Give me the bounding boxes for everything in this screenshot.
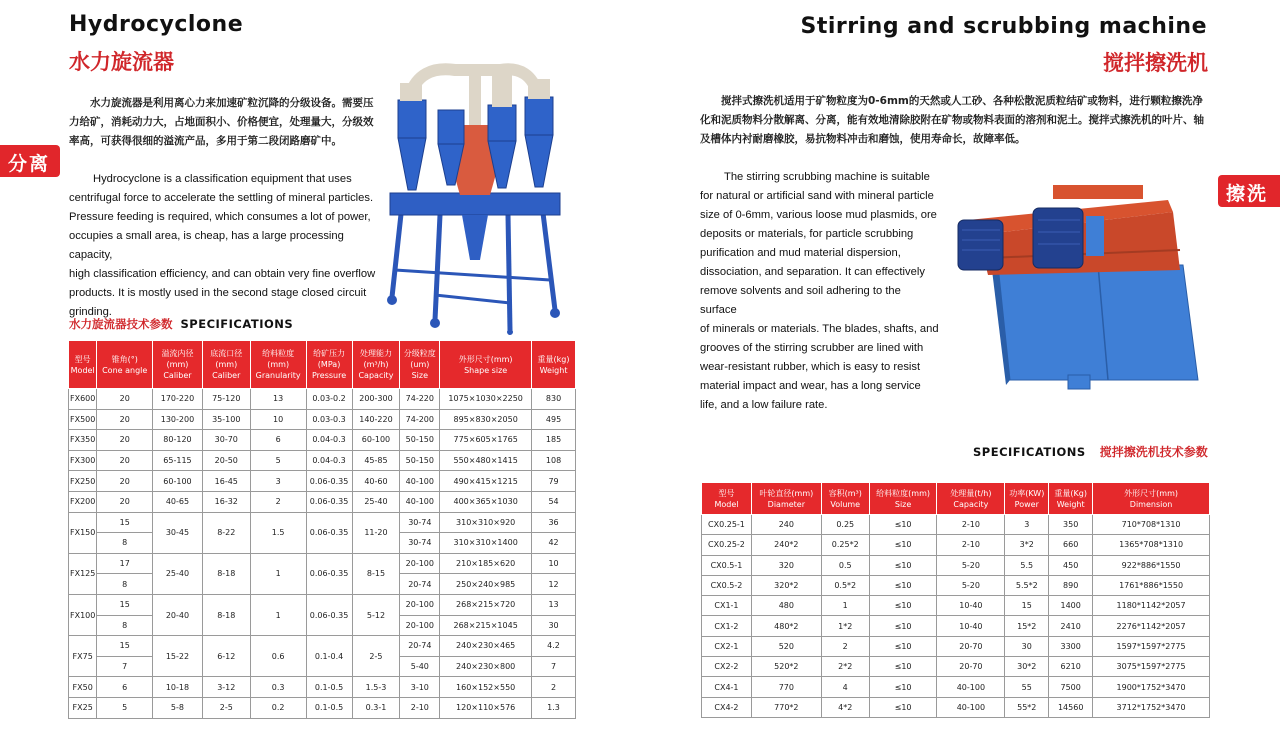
table-cell: 8-22 xyxy=(202,512,250,553)
desc-en-line: high classification efficiency, and can obtain very fine overflow xyxy=(69,268,376,280)
table-cell: 80-120 xyxy=(153,430,203,451)
table-cell: 2*2 xyxy=(821,657,869,677)
desc-en-line: of minerals or materials. The blades, shafts, and xyxy=(700,323,939,335)
table-cell: 15 xyxy=(97,636,153,657)
table-cell: CX1-2 xyxy=(702,616,752,636)
scrubber-desc-cn: 搅拌式擦洗机适用于矿物粒度为0-6mm的天然或人工砂、各种松散泥质粒结矿或物料，进行颗粒擦洗净化和泥质物料分散解离、分离，能有效地清除胶附在矿物或物料表面的溶剂和泥土。搅拌式擦洗机的叶片、轴及槽体内衬耐磨橡胶，易抗物料冲击和磨蚀，使用寿命长，故障率低。 xyxy=(700,95,1204,145)
table-cell: 55*2 xyxy=(1005,697,1049,717)
table-row xyxy=(69,553,576,574)
table-cell: 30-74 xyxy=(400,533,440,554)
column-header: 容积(m³) Volume xyxy=(821,483,869,515)
table-cell: 890 xyxy=(1049,575,1093,595)
table-cell: 2-5 xyxy=(352,636,400,677)
column-header: 外形尺寸(mm) Shape size xyxy=(440,341,532,389)
table-cell: 0.25 xyxy=(821,515,869,535)
table-cell: 20 xyxy=(97,409,153,430)
table-cell: 1400 xyxy=(1049,596,1093,616)
table-cell: 65-115 xyxy=(153,450,203,471)
table-cell: 30 xyxy=(1005,636,1049,656)
table-row xyxy=(69,430,576,451)
table-cell: 20-50 xyxy=(202,450,250,471)
table-cell: 13 xyxy=(250,389,306,410)
table-cell: 30-70 xyxy=(202,430,250,451)
table-cell: 20 xyxy=(97,450,153,471)
table-cell: 520*2 xyxy=(751,657,821,677)
table-cell: ≤10 xyxy=(869,535,937,555)
table-cell: 8-15 xyxy=(352,553,400,594)
table-cell: 5 xyxy=(250,450,306,471)
scrubber-spec-table xyxy=(701,482,1210,718)
table-cell: FX50 xyxy=(69,677,97,698)
column-header: 分级粒度 (um) Size xyxy=(400,341,440,389)
table-cell: 710*708*1310 xyxy=(1093,515,1210,535)
table-cell: 1.5-3 xyxy=(352,677,400,698)
table-cell: 2-10 xyxy=(400,697,440,718)
table-cell: 10-18 xyxy=(153,677,203,698)
table-row xyxy=(702,575,1210,595)
table-cell: 0.03-0.3 xyxy=(306,409,352,430)
scrubber-title-cn: 搅拌擦洗机 xyxy=(1103,51,1208,75)
table-cell: 20-70 xyxy=(937,636,1005,656)
table-row xyxy=(69,636,576,657)
table-cell: ≤10 xyxy=(869,677,937,697)
table-cell: 1 xyxy=(250,553,306,594)
table-cell: 170-220 xyxy=(153,389,203,410)
table-row xyxy=(69,512,576,533)
table-cell: 20-40 xyxy=(153,594,203,635)
table-cell: 11-20 xyxy=(352,512,400,553)
hydrocyclone-desc-en xyxy=(69,170,389,322)
table-cell: 7500 xyxy=(1049,677,1093,697)
table-cell: 12 xyxy=(532,574,576,595)
table-cell: 79 xyxy=(532,471,576,492)
table-row xyxy=(69,471,576,492)
table-cell: 4 xyxy=(821,677,869,697)
table-cell: 350 xyxy=(1049,515,1093,535)
table-cell: 20-100 xyxy=(400,594,440,615)
scrubber-title-en: Stirring and scrubbing machine xyxy=(800,14,1207,39)
table-cell: CX0.25-1 xyxy=(702,515,752,535)
table-cell: 8 xyxy=(97,533,153,554)
table-cell: CX4-1 xyxy=(702,677,752,697)
table-cell: 830 xyxy=(532,389,576,410)
table-cell: 50-150 xyxy=(400,430,440,451)
table-cell: 10-40 xyxy=(937,616,1005,636)
table-cell: 480 xyxy=(751,596,821,616)
table-cell: 40-100 xyxy=(400,471,440,492)
table-cell: 130-200 xyxy=(153,409,203,430)
table-cell: 240 xyxy=(751,515,821,535)
table-cell: CX2-2 xyxy=(702,657,752,677)
table-cell: CX0.5-2 xyxy=(702,575,752,595)
table-cell: 2-5 xyxy=(202,697,250,718)
table-cell: 8-18 xyxy=(202,553,250,594)
table-cell: 2 xyxy=(532,677,576,698)
table-cell: 0.03-0.2 xyxy=(306,389,352,410)
desc-en-line: products. It is mostly used in the second stage closed circuit xyxy=(69,287,367,299)
table-cell: ≤10 xyxy=(869,636,937,656)
desc-en-line: material impact and wear, has a long service xyxy=(700,380,921,392)
table-cell: 922*886*1550 xyxy=(1093,555,1210,575)
table-cell: 16-32 xyxy=(202,491,250,512)
table-cell: 20 xyxy=(97,471,153,492)
table-cell: FX250 xyxy=(69,471,97,492)
table-cell: FX125 xyxy=(69,553,97,594)
table-cell: 310×310×1400 xyxy=(440,533,532,554)
column-header: 给矿压力 (MPa) Pressure xyxy=(306,341,352,389)
separation-tag: 分离 xyxy=(0,145,60,177)
table-cell: ≤10 xyxy=(869,657,937,677)
table-cell: 36 xyxy=(532,512,576,533)
table-cell: 0.3 xyxy=(250,677,306,698)
table-cell: CX2-1 xyxy=(702,636,752,656)
spec-heading-cn: 搅拌擦洗机技术参数 xyxy=(1099,445,1208,459)
column-header: 给料粒度 (mm) Granularity xyxy=(250,341,306,389)
table-cell: 2410 xyxy=(1049,616,1093,636)
table-cell: 40-60 xyxy=(352,471,400,492)
table-row xyxy=(69,594,576,615)
table-cell: 3-10 xyxy=(400,677,440,698)
table-cell: 10 xyxy=(250,409,306,430)
column-header: 重量(kg) Weight xyxy=(532,341,576,389)
table-cell: 0.3-1 xyxy=(352,697,400,718)
table-cell: 5-8 xyxy=(153,697,203,718)
table-cell: 320*2 xyxy=(751,575,821,595)
table-cell: 4.2 xyxy=(532,636,576,657)
table-cell: FX600 xyxy=(69,389,97,410)
table-cell: 5.5*2 xyxy=(1005,575,1049,595)
table-row xyxy=(702,677,1210,697)
table-cell: 40-65 xyxy=(153,491,203,512)
table-cell: 3 xyxy=(250,471,306,492)
column-header: 型号 Model xyxy=(69,341,97,389)
column-header: 锥角(°) Cone angle xyxy=(97,341,153,389)
table-cell: 0.1-0.5 xyxy=(306,677,352,698)
table-cell: 2 xyxy=(821,636,869,656)
table-cell: 1.3 xyxy=(532,697,576,718)
table-cell: 0.04-0.3 xyxy=(306,450,352,471)
table-cell: FX200 xyxy=(69,491,97,512)
hydrocyclone-spec-table xyxy=(68,340,576,719)
table-cell: CX0.25-2 xyxy=(702,535,752,555)
column-header: 外形尺寸(mm) Dimension xyxy=(1093,483,1210,515)
table-cell: FX500 xyxy=(69,409,97,430)
table-cell: 490×415×1215 xyxy=(440,471,532,492)
table-cell: 15 xyxy=(97,512,153,533)
table-cell: 3075*1597*2775 xyxy=(1093,657,1210,677)
column-header: 型号 Model xyxy=(702,483,752,515)
table-cell: 2276*1142*2057 xyxy=(1093,616,1210,636)
table-cell: 5.5 xyxy=(1005,555,1049,575)
hydrocyclone-title-cn: 水力旋流器 xyxy=(69,50,174,74)
table-cell: 4*2 xyxy=(821,697,869,717)
table-cell: 75-120 xyxy=(202,389,250,410)
table-cell: 15*2 xyxy=(1005,616,1049,636)
table-cell: 0.1-0.5 xyxy=(306,697,352,718)
table-row xyxy=(69,697,576,718)
table-cell: 770*2 xyxy=(751,697,821,717)
table-cell: 20 xyxy=(97,491,153,512)
table-cell: 0.6 xyxy=(250,636,306,677)
table-row xyxy=(702,515,1210,535)
column-header: 处理能力 (m³/h) Capacity xyxy=(352,341,400,389)
table-cell: 1597*1597*2775 xyxy=(1093,636,1210,656)
hydrocyclone-spec-heading xyxy=(69,316,293,332)
table-row xyxy=(69,450,576,471)
table-cell: 30*2 xyxy=(1005,657,1049,677)
desc-en-line: for natural or artificial sand with mineral particle xyxy=(700,190,934,202)
table-cell: 20-74 xyxy=(400,636,440,657)
column-header: 溢流内径 (mm) Caliber xyxy=(153,341,203,389)
table-cell: 268×215×1045 xyxy=(440,615,532,636)
table-cell: 6210 xyxy=(1049,657,1093,677)
table-cell: 310×310×920 xyxy=(440,512,532,533)
table-cell: 5-40 xyxy=(400,656,440,677)
column-header: 功率(KW) Power xyxy=(1005,483,1049,515)
table-cell: 14560 xyxy=(1049,697,1093,717)
table-cell: CX4-2 xyxy=(702,697,752,717)
table-cell: 16-45 xyxy=(202,471,250,492)
table-cell: 8 xyxy=(97,574,153,595)
desc-en-line: remove solvents and soil adhering to the surface xyxy=(700,285,901,316)
table-cell: 200-300 xyxy=(352,389,400,410)
table-row xyxy=(702,555,1210,575)
table-cell: 6-12 xyxy=(202,636,250,677)
table-cell: ≤10 xyxy=(869,596,937,616)
table-cell: ≤10 xyxy=(869,697,937,717)
table-cell: 17 xyxy=(97,553,153,574)
desc-en-line: grooves of the stirring scrubber are lined with xyxy=(700,342,924,354)
column-header: 叶轮直径(mm) Diameter xyxy=(751,483,821,515)
spec-heading-en: SPECIFICATIONS xyxy=(180,317,294,331)
table-cell: 40-100 xyxy=(937,677,1005,697)
table-cell: 0.1-0.4 xyxy=(306,636,352,677)
column-header: 处理量(t/h) Capacity xyxy=(937,483,1005,515)
table-cell: 185 xyxy=(532,430,576,451)
table-cell: ≤10 xyxy=(869,515,937,535)
table-cell: 40-100 xyxy=(400,491,440,512)
table-cell: 210×185×620 xyxy=(440,553,532,574)
table-cell: 50-150 xyxy=(400,450,440,471)
table-cell: FX75 xyxy=(69,636,97,677)
table-cell: ≤10 xyxy=(869,616,937,636)
table-cell: 1900*1752*3470 xyxy=(1093,677,1210,697)
table-cell: 20-70 xyxy=(937,657,1005,677)
table-cell: 20 xyxy=(97,430,153,451)
table-cell: 0.25*2 xyxy=(821,535,869,555)
table-cell: 1 xyxy=(821,596,869,616)
table-cell: 250×240×985 xyxy=(440,574,532,595)
table-row xyxy=(702,535,1210,555)
table-row xyxy=(702,616,1210,636)
table-cell: 160×152×550 xyxy=(440,677,532,698)
table-row xyxy=(69,389,576,410)
desc-en-line: grinding. xyxy=(69,306,112,318)
table-cell: 1.5 xyxy=(250,512,306,553)
table-cell: 42 xyxy=(532,533,576,554)
scrubber-spec-heading xyxy=(973,443,1208,460)
table-cell: 2 xyxy=(250,491,306,512)
table-cell: 320 xyxy=(751,555,821,575)
table-cell: 10 xyxy=(532,553,576,574)
table-cell: 480*2 xyxy=(751,616,821,636)
table-cell: FX350 xyxy=(69,430,97,451)
table-cell: CX1-1 xyxy=(702,596,752,616)
table-cell: 240×230×800 xyxy=(440,656,532,677)
hydrocyclone-title-en: Hydrocyclone xyxy=(69,12,244,37)
table-cell: 0.5*2 xyxy=(821,575,869,595)
table-cell: ≤10 xyxy=(869,555,937,575)
table-cell: 3 xyxy=(1005,515,1049,535)
table-row xyxy=(702,596,1210,616)
table-cell: 240*2 xyxy=(751,535,821,555)
table-cell: FX100 xyxy=(69,594,97,635)
table-cell: 0.04-0.3 xyxy=(306,430,352,451)
table-row xyxy=(702,636,1210,656)
table-cell: 1*2 xyxy=(821,616,869,636)
table-cell: 5-20 xyxy=(937,555,1005,575)
desc-en-line: life, and a low failure rate. xyxy=(700,399,828,411)
table-cell: 74-200 xyxy=(400,409,440,430)
table-row xyxy=(69,409,576,430)
table-cell: 1075×1030×2250 xyxy=(440,389,532,410)
table-cell: FX25 xyxy=(69,697,97,718)
table-cell: 20-100 xyxy=(400,615,440,636)
table-cell: 30-45 xyxy=(153,512,203,553)
table-cell: 0.06-0.35 xyxy=(306,594,352,635)
table-cell: 30 xyxy=(532,615,576,636)
spec-heading-en: SPECIFICATIONS xyxy=(973,445,1086,459)
table-cell: 2-10 xyxy=(937,515,1005,535)
scrubbing-tag: 擦洗 xyxy=(1218,175,1280,207)
table-cell: 0.06-0.35 xyxy=(306,491,352,512)
table-cell: 5 xyxy=(97,697,153,718)
table-cell: 7 xyxy=(532,656,576,677)
table-cell: CX0.5-1 xyxy=(702,555,752,575)
table-cell: 140-220 xyxy=(352,409,400,430)
table-cell: 0.06-0.35 xyxy=(306,471,352,492)
table-cell: 8-18 xyxy=(202,594,250,635)
table-cell: 0.06-0.35 xyxy=(306,512,352,553)
table-cell: 40-100 xyxy=(937,697,1005,717)
table-cell: 5-20 xyxy=(937,575,1005,595)
table-cell: FX300 xyxy=(69,450,97,471)
table-cell: 13 xyxy=(532,594,576,615)
table-cell: 5-12 xyxy=(352,594,400,635)
table-row xyxy=(702,697,1210,717)
table-row xyxy=(69,677,576,698)
table-cell: 120×110×576 xyxy=(440,697,532,718)
table-cell: 54 xyxy=(532,491,576,512)
table-cell: 520 xyxy=(751,636,821,656)
desc-en-line: dissociation, and separation. It can effectively xyxy=(700,266,925,278)
table-cell: 30-74 xyxy=(400,512,440,533)
table-cell: FX150 xyxy=(69,512,97,553)
table-cell: 660 xyxy=(1049,535,1093,555)
table-cell: 3-12 xyxy=(202,677,250,698)
table-cell: 240×230×465 xyxy=(440,636,532,657)
table-cell: 8 xyxy=(97,615,153,636)
table-cell: 400×365×1030 xyxy=(440,491,532,512)
desc-en-line: The stirring scrubbing machine is suitable xyxy=(724,171,930,183)
table-row xyxy=(702,657,1210,677)
table-cell: 15-22 xyxy=(153,636,203,677)
table-cell: 20-74 xyxy=(400,574,440,595)
table-cell: 25-40 xyxy=(153,553,203,594)
spec-heading-cn: 水力旋流器技术参数 xyxy=(69,317,173,331)
table-cell: 108 xyxy=(532,450,576,471)
table-cell: 770 xyxy=(751,677,821,697)
table-cell: ≤10 xyxy=(869,575,937,595)
table-cell: 3712*1752*3470 xyxy=(1093,697,1210,717)
table-row xyxy=(69,491,576,512)
table-cell: 450 xyxy=(1049,555,1093,575)
table-cell: 74-220 xyxy=(400,389,440,410)
table-cell: 895×830×2050 xyxy=(440,409,532,430)
desc-en-line: Hydrocyclone is a classification equipment that uses xyxy=(93,173,352,185)
table-cell: 45-85 xyxy=(352,450,400,471)
table-cell: 35-100 xyxy=(202,409,250,430)
hydrocyclone-image xyxy=(380,55,570,335)
desc-en-line: occupies a small area, is cheap, has a large processing capacity, xyxy=(69,230,344,261)
column-header: 底流口径 (mm) Caliber xyxy=(202,341,250,389)
table-cell: 10-40 xyxy=(937,596,1005,616)
desc-en-line: size of 0-6mm, various loose mud plasmids, ore xyxy=(700,209,937,221)
table-cell: 6 xyxy=(250,430,306,451)
table-cell: 60-100 xyxy=(352,430,400,451)
table-cell: 1 xyxy=(250,594,306,635)
table-cell: 1365*708*1310 xyxy=(1093,535,1210,555)
table-cell: 20 xyxy=(97,389,153,410)
table-cell: 1761*886*1550 xyxy=(1093,575,1210,595)
table-cell: 25-40 xyxy=(352,491,400,512)
table-cell: 775×605×1765 xyxy=(440,430,532,451)
desc-en-line: wear-resistant rubber, which is easy to resist xyxy=(700,361,921,373)
desc-en-line: Pressure feeding is required, which consumes a lot of power, xyxy=(69,211,371,223)
table-cell: 0.5 xyxy=(821,555,869,575)
table-cell: 55 xyxy=(1005,677,1049,697)
column-header: 重量(Kg) Weight xyxy=(1049,483,1093,515)
table-cell: 495 xyxy=(532,409,576,430)
table-cell: 0.06-0.35 xyxy=(306,553,352,594)
column-header: 给料粒度(mm) Size xyxy=(869,483,937,515)
table-cell: 60-100 xyxy=(153,471,203,492)
desc-en-line: deposits or materials, for particle scrubbing xyxy=(700,228,914,240)
table-cell: 1180*1142*2057 xyxy=(1093,596,1210,616)
scrubbing-machine-image xyxy=(948,180,1210,400)
table-cell: 3300 xyxy=(1049,636,1093,656)
table-cell: 15 xyxy=(1005,596,1049,616)
table-cell: 268×215×720 xyxy=(440,594,532,615)
table-cell: 2-10 xyxy=(937,535,1005,555)
table-cell: 20-100 xyxy=(400,553,440,574)
table-cell: 7 xyxy=(97,656,153,677)
table-cell: 550×480×1415 xyxy=(440,450,532,471)
table-cell: 15 xyxy=(97,594,153,615)
table-cell: 6 xyxy=(97,677,153,698)
desc-en-line: purification and mud material dispersion, xyxy=(700,247,901,259)
table-cell: 3*2 xyxy=(1005,535,1049,555)
desc-en-line: centrifugal force to accelerate the settling of mineral particles. xyxy=(69,192,374,204)
scrubber-desc-en xyxy=(700,168,940,415)
table-cell: 0.2 xyxy=(250,697,306,718)
hydrocyclone-desc-cn: 水力旋流器是利用离心力来加速矿粒沉降的分级设备。需要压力给矿，消耗动力大，占地面积小、价格便宜，处理量大，分级效率高，可获得很细的溢流产品，多用于第二段闭路磨矿中。 xyxy=(69,97,374,147)
